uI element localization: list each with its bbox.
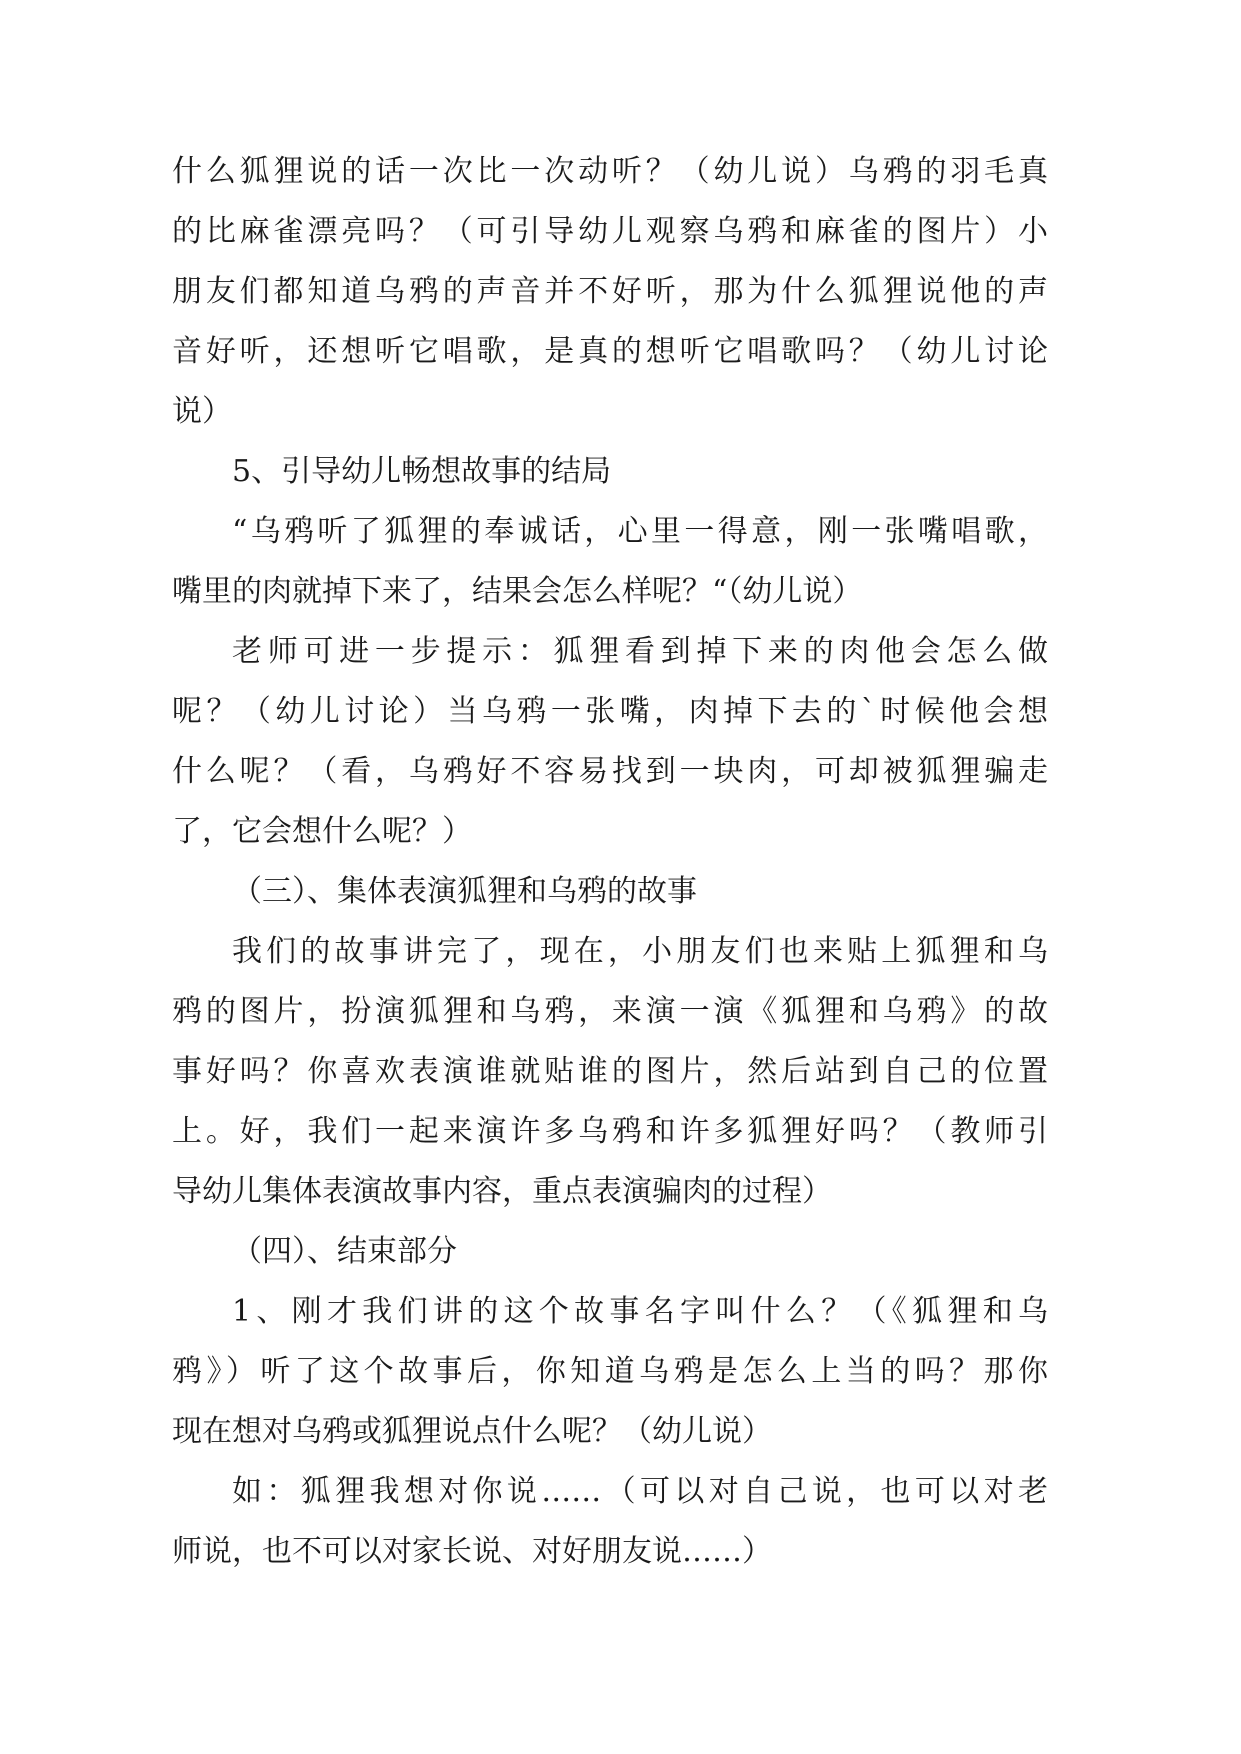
text-line: 呢？（幼儿讨论）当乌鸦一张嘴，肉掉下去的`时候他会想 [172,694,1048,729]
text-line: 什么狐狸说的话一次比一次动听？（幼儿说）乌鸦的羽毛真 [172,154,1048,189]
paragraph-teacher-hint [172,622,1048,862]
text-line: 上。好，我们一起来演许多乌鸦和许多狐狸好吗？（教师引 [172,1114,1048,1149]
section-heading-part-3: （三）、集体表演狐狸和乌鸦的故事 [232,874,697,909]
paragraph-group-performance [172,922,1048,1222]
text-line: 音好听，还想听它唱歌，是真的想听它唱歌吗？（幼儿讨论 [172,334,1048,369]
text-line: 如：狐狸我想对你说……（可以对自己说，也可以对老 [232,1474,1048,1509]
text-line: 鸦》）听了这个故事后，你知道乌鸦是怎么上当的吗？那你 [172,1354,1048,1389]
text-line: 的比麻雀漂亮吗？（可引导幼儿观察乌鸦和麻雀的图片）小 [172,214,1048,249]
text-line: “乌鸦听了狐狸的奉诚话，心里一得意，刚一张嘴唱歌， [232,514,1048,549]
text-line: 朋友们都知道乌鸦的声音并不好听，那为什么狐狸说他的声 [172,274,1048,309]
text-line: 我们的故事讲完了，现在，小朋友们也来贴上狐狸和乌 [232,934,1048,969]
text-line: 事好吗？你喜欢表演谁就贴谁的图片，然后站到自己的位置 [172,1054,1048,1089]
text-line: 鸦的图片，扮演狐狸和乌鸦，来演一演《狐狸和乌鸦》的故 [172,994,1048,1029]
section-heading-part-4: （四）、结束部分 [232,1234,457,1269]
text-line: 老师可进一步提示：狐狸看到掉下来的肉他会怎么做 [232,634,1048,669]
text-line: 了，它会想什么呢？） [172,814,472,849]
paragraph-question-continuation [172,142,1048,442]
text-line: 嘴里的肉就掉下来了，结果会怎么样呢？“（幼儿说） [172,574,863,609]
text-line: 什么呢？（看，乌鸦好不容易找到一块肉，可却被狐狸骗走 [172,754,1048,789]
text-line: 导幼儿集体表演故事内容，重点表演骗肉的过程） [172,1174,832,1209]
text-line: 师说，也不可以对家长说、对好朋友说……） [172,1534,772,1569]
text-line: 现在想对乌鸦或狐狸说点什么呢？（幼儿说） [172,1414,772,1449]
paragraph-closing-question [172,1282,1048,1462]
text-line: 说） [172,394,232,429]
text-line: 1、刚才我们讲的这个故事名字叫什么？（《狐狸和乌 [232,1294,1048,1329]
document-body [172,142,1048,1582]
paragraph-crow-quote [172,502,1048,622]
section-heading-step-5: 5、引导幼儿畅想故事的结局 [232,454,612,489]
paragraph-example [172,1462,1048,1582]
